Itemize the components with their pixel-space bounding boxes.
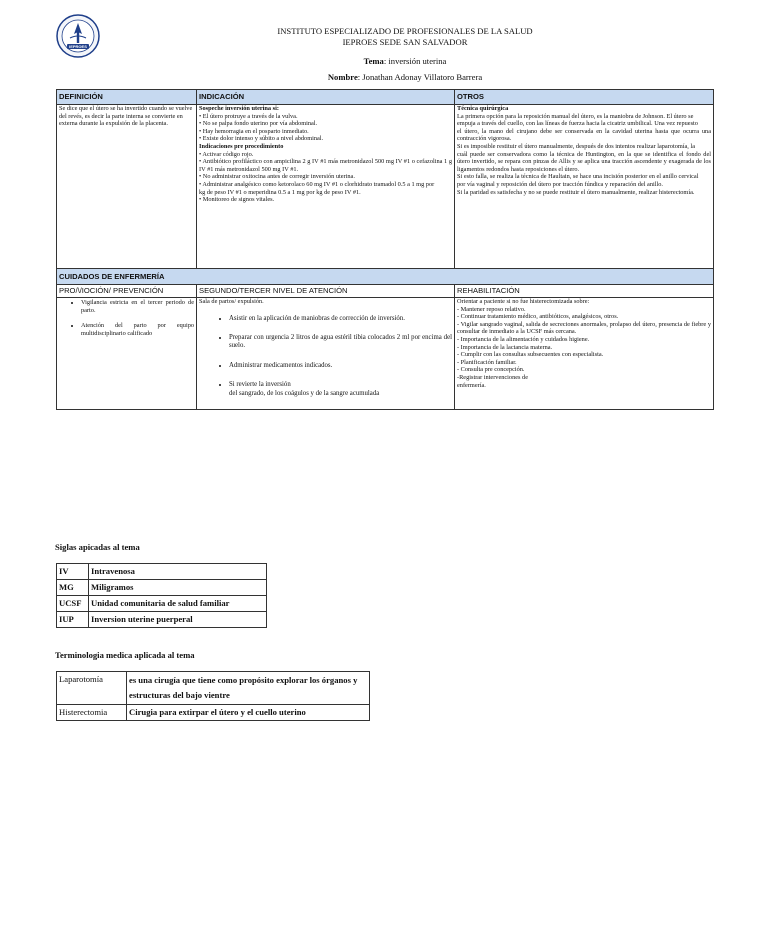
header-indicacion: INDICACIÓN xyxy=(197,90,455,105)
subheader-segundo: SEGUNDO/TERCER NIVEL DE ATENCIÓN xyxy=(197,285,455,298)
sigla-meaning-cell: Miligramos xyxy=(89,580,267,596)
definicion-text: Se dice que el útero se ha invertido cuando se vuelve del revés, es decir la parte interna se convierte en externa durante la expulsión de la placenta. xyxy=(59,105,193,128)
list-item: • Si revierte la inversión xyxy=(229,381,452,389)
tema-line xyxy=(200,56,610,67)
sigla-cell: MG xyxy=(57,580,89,596)
otros-title: Técnica quirúrgica xyxy=(457,105,509,112)
indicacion-item: • Antibiótico profiláctico con ampicilina 2 g IV #1 más metronidazol 500 mg IV #1 o cefazolina 1 g IV #1 más metronidazol 500 mg IV #1. xyxy=(199,158,452,173)
otros-line: cuál puede ser conservadora como la técnica de Huntington, en la que se identifica el fondo del útero invertido, se repara con pinzas de Allis y se aplica una tracción ascendente y exagerada de los ligamentos redondos hasta reposiciones el útero. xyxy=(457,150,711,173)
indicacion-item: kg de peso IV #1 o meperidina 0.5 a 1 mg por kg de peso IV #1. xyxy=(199,188,361,196)
cuidados-row xyxy=(57,269,714,285)
nombre-label: Nombre xyxy=(327,72,358,82)
nombre-line xyxy=(200,72,610,83)
sigla-meaning-cell: Intravenosa xyxy=(89,564,267,580)
rehab-line: - Cumplir con las consultas subsecuentes con especialista. xyxy=(457,351,604,359)
table-row xyxy=(57,612,267,628)
rehab-line: Orientar a paciente si no fue histerectomizada sobre: xyxy=(457,298,590,305)
siglas-title: Siglas apicadas al tema xyxy=(55,542,140,552)
rehabilitacion-cell xyxy=(455,298,714,410)
table-row xyxy=(57,705,370,721)
segundo-continuation: del sangrado, de los coágulos y de la sangre acumulada xyxy=(229,389,380,397)
tema-value: : inversión uterina xyxy=(383,56,447,66)
rehab-line: - Mantener reposo relativo. xyxy=(457,305,526,313)
indicacion-cell xyxy=(197,105,455,269)
otros-line: por vía vaginal y reposición del útero por tracción fúndica y reparación del anillo. xyxy=(457,180,663,188)
indicacion-title-2: Indicaciones pre procedimiento xyxy=(199,142,284,150)
terminologia-title: Terminologia medica aplicada al tema xyxy=(55,650,195,660)
list-item: • Administrar medicamentos indicados. xyxy=(229,362,452,370)
sigla-cell: IV xyxy=(57,564,89,580)
institution-name: INSTITUTO ESPECIALIZADO DE PROFESIONALES DE LA SALUD xyxy=(277,26,533,36)
logo-text: IEPROES xyxy=(69,44,87,49)
rehab-line: - Continuar tratamiento médico, antibióticos, analgésicos, otros. xyxy=(457,313,619,321)
term-definition-cell: es una cirugía que tiene como propósito explorar los órganos y estructuras del bajo vientre xyxy=(127,672,370,705)
list-item: • Asistir en la aplicación de maniobras de corrección de inversión. xyxy=(229,315,452,323)
term-cell: Laparotomía xyxy=(57,672,127,705)
indicacion-item: • Administrar analgésico como ketorolaco 60 mg IV #1 o clorhidrato tramadol 0.5 a 1 mg por xyxy=(199,180,435,188)
table-row xyxy=(57,672,370,705)
tema-label: Tema xyxy=(363,56,384,66)
indicacion-item: • Activar código rojo. xyxy=(199,150,254,158)
segundo-intro: Sala de partos/ expulsión. xyxy=(199,298,264,305)
otros-line: empuja a través del cuello, con las líneas de fuerza hacia la cicatriz umbilical. Una vez repuesto xyxy=(457,120,698,128)
otros-line: Si esto falla, se realiza la técnica de Haultain, se hace una incisión posterior en el anillo cervical xyxy=(457,173,699,181)
sigla-cell: UCSF xyxy=(57,596,89,612)
main-table xyxy=(56,89,714,410)
indicacion-item: • Existe dolor intenso y súbito a nivel abdominal. xyxy=(199,135,324,143)
term-definition-cell: Cirugia para extirpar el útero y el cuello uterino xyxy=(127,705,370,721)
indicacion-item: • Hay hemorragia en el posparto inmediato. xyxy=(199,127,309,135)
otros-cell xyxy=(455,105,714,269)
rehab-line: - Importancia de la lactancia materna. xyxy=(457,343,553,351)
indicacion-item: • El útero protruye a través de la vulva. xyxy=(199,112,298,120)
otros-line: Si es imposible restituir el útero manualmente, después de dos intentos realizar laparotomía, la xyxy=(457,142,695,150)
indicacion-title-1: Sospeche inversión uterina si: xyxy=(199,105,279,112)
rehab-line: - Vigilar sangrado vaginal, salida de secreciones anormales, prolapso del útero, presencia de fiebre y consultar de inmediato a la UCSF más cercana. xyxy=(457,320,711,336)
rehab-line: - Consulta pre concepción. xyxy=(457,366,525,374)
rehab-line: -Registrar intervenciones de xyxy=(457,373,528,381)
cuidados-content-row xyxy=(57,298,714,410)
rehab-line: - Importancia de la alimentación y cuidados higiene. xyxy=(457,335,590,343)
header-definicion: DEFINICIÓN xyxy=(57,90,197,105)
rehab-line: - Planificación familiar. xyxy=(457,358,517,366)
subheader-promocion: PRO/\/IOCIÓN/ PREVENCIÓN xyxy=(57,285,197,298)
terminologia-table xyxy=(56,671,370,721)
otros-line: La primera opción para la reposición manual del útero, es la maniobra de Johnson. El útero se xyxy=(457,112,694,120)
siglas-table xyxy=(56,563,267,628)
campus-name: IEPROES SEDE SAN SALVADOR xyxy=(342,37,468,47)
table-row xyxy=(57,596,267,612)
list-item: • Vigilancia estricta en el tercer periodo de parto. xyxy=(81,299,194,314)
table-row xyxy=(57,580,267,596)
table-row xyxy=(57,564,267,580)
list-item: • Atención del parto por equipo multidisciplinario calificado xyxy=(81,322,194,337)
rehab-line: enfermería. xyxy=(457,381,486,389)
header-row xyxy=(57,90,714,105)
term-cell: Histerectomia xyxy=(57,705,127,721)
sigla-meaning-cell: Inversion uterine puerperal xyxy=(89,612,267,628)
nombre-value: : Jonathan Adonay Villatoro Barrera xyxy=(357,72,483,82)
otros-line: Si la paridad es satisfecha y no se puede restituir el útero manualmente, realizar histerectomía. xyxy=(457,188,695,196)
sigla-meaning-cell: Unidad comunitaria de salud familiar xyxy=(89,596,267,612)
segundo-cell xyxy=(197,298,455,410)
indicacion-item: • No se palpa fondo uterino por vía abdominal. xyxy=(199,120,318,128)
institution-logo xyxy=(56,14,100,58)
list-item: • Preparar con urgencia 2 litros de agua estéril tibia colocados 2 ml por encima del suelo. xyxy=(229,334,452,351)
indicacion-item: • Monitoreo de signos vitales. xyxy=(199,196,275,204)
subheader-row xyxy=(57,285,714,298)
subheader-rehabilitacion: REHABILITACIÓN xyxy=(455,285,714,298)
definicion-cell xyxy=(57,105,197,269)
sigla-cell: IUP xyxy=(57,612,89,628)
otros-line: el útero, la mano del cirujano debe ser conservada en la cavidad uterina hasta que ocurra una contracción vigorosa. xyxy=(457,127,711,143)
cuidados-title: CUIDADOS DE ENFERMERÍA xyxy=(57,269,714,285)
indicacion-item: • No administrar oxitocina antes de corregir inversión uterina. xyxy=(199,173,355,181)
content-row xyxy=(57,105,714,269)
promocion-cell xyxy=(57,298,197,410)
header-otros: OTROS xyxy=(455,90,714,105)
